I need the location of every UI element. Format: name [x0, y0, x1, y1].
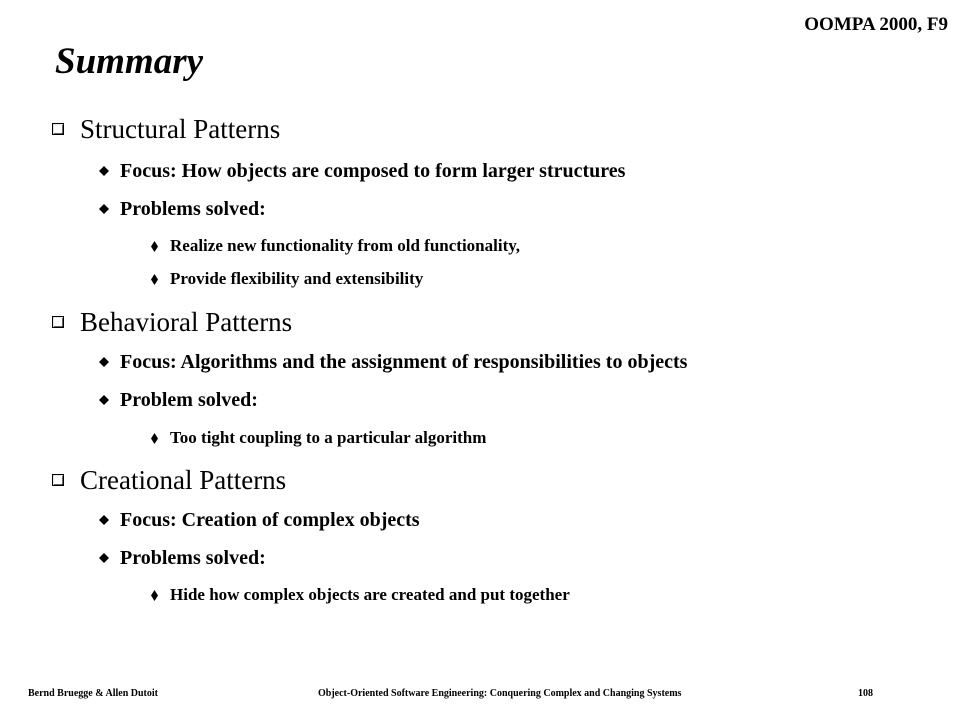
hollow-square-bullet-icon — [52, 316, 64, 328]
diamond-small-bullet-icon — [151, 590, 158, 601]
diamond-bullet-icon — [99, 204, 109, 214]
diamond-bullet-icon — [99, 357, 109, 367]
problem-text: Provide flexibility and extensibility — [170, 269, 424, 288]
diamond-bullet-icon — [99, 395, 109, 405]
section-heading-text: Structural Patterns — [80, 114, 281, 144]
problem-text: Hide how complex objects are created and put together — [170, 585, 570, 604]
slide-title: Summary — [55, 41, 204, 82]
focus-text: Focus: Algorithms and the assignment of responsibilities to objects — [120, 351, 688, 373]
problems-label-text: Problems solved: — [120, 547, 266, 569]
diamond-bullet-icon — [99, 166, 109, 176]
diamond-bullet-icon — [99, 515, 109, 525]
section-heading-text: Creational Patterns — [80, 465, 287, 495]
focus-text: Focus: How objects are composed to form larger structures — [120, 160, 626, 182]
diamond-small-bullet-icon — [151, 274, 158, 285]
footer-book-title: Object-Oriented Software Engineering: Conquering Complex and Changing Systems — [318, 688, 682, 699]
section-heading-text: Behavioral Patterns — [80, 307, 293, 337]
problem-text: Too tight coupling to a particular algorithm — [170, 428, 487, 447]
problems-label-text: Problem solved: — [120, 389, 258, 411]
footer-page-number: 108 — [858, 688, 873, 699]
focus-text: Focus: Creation of complex objects — [120, 509, 420, 531]
hollow-square-bullet-icon — [52, 474, 64, 486]
problem-text: Realize new functionality from old functionality, — [170, 236, 521, 255]
problems-label-text: Problems solved: — [120, 198, 266, 220]
diamond-small-bullet-icon — [151, 433, 158, 444]
course-tag: OOMPA 2000, F9 — [804, 14, 948, 35]
diamond-small-bullet-icon — [151, 241, 158, 252]
diamond-bullet-icon — [99, 553, 109, 563]
footer-authors: Bernd Bruegge & Allen Dutoit — [28, 688, 158, 699]
hollow-square-bullet-icon — [52, 123, 64, 135]
